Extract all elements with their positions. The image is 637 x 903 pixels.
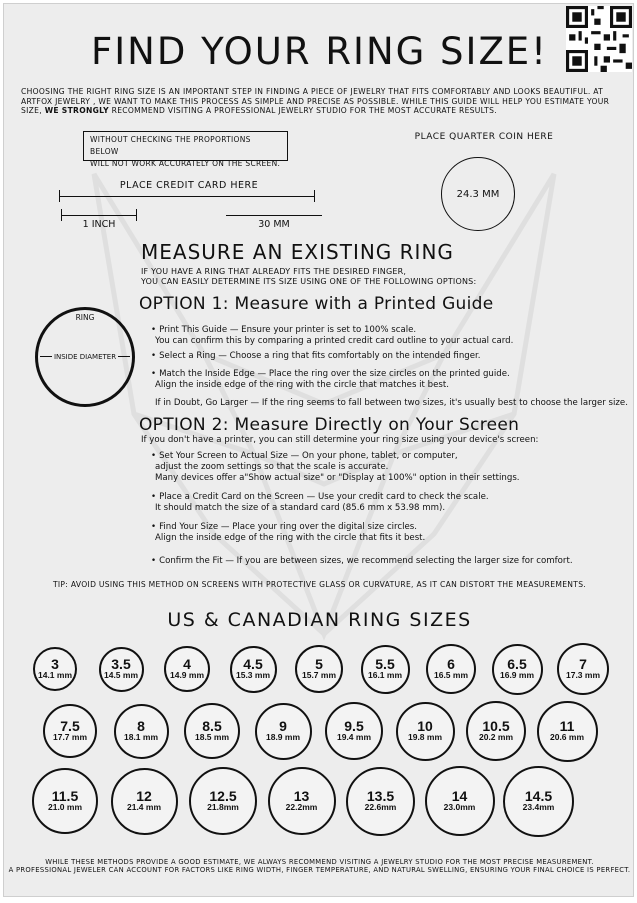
size-circle	[255, 703, 312, 760]
size-circle	[32, 768, 98, 834]
mm-scale-line	[226, 215, 322, 216]
warning-line-2: WILL NOT WORK ACCURATELY ON THE SCREEN.	[90, 159, 281, 168]
size-number: 12	[136, 788, 152, 804]
size-diameter: 15.7 mm	[301, 670, 337, 680]
intro-emphasis: WE STRONGLY	[44, 106, 109, 116]
size-number: 7.5	[60, 718, 80, 734]
size-number: 7	[579, 656, 587, 672]
intro-part1: CHOOSING THE RIGHT RING SIZE IS AN IMPORTANT STEP IN FINDING A PIECE OF JEWELRY THAT FITS COMFORTABLY AND LOOKS BEAUTIFUL. AT ARTFOX JEWELRY , WE WANT TO MAKE THIS PROCESS AS SIMPLE AND PRECISE AS POSSIBLE. WHILE THIS GUIDE WILL HELP YOU ESTIMATE YOUR SIZE,	[21, 87, 610, 116]
size-circle	[43, 704, 97, 758]
measure-subtitle	[141, 267, 476, 286]
fox-watermark-icon	[54, 154, 594, 674]
size-number: 6	[447, 656, 455, 672]
size-diameter: 16.9 mm	[499, 670, 535, 680]
option2-b3-line2: Align the inside edge of the ring with the circle that fits it best.	[155, 533, 426, 543]
size-number: 4	[183, 656, 191, 672]
size-diameter: 18.9 mm	[265, 732, 301, 742]
size-number: 5	[315, 656, 323, 672]
size-diameter: 15.3 mm	[235, 670, 271, 680]
intro-text	[21, 87, 621, 116]
option2-b3-line1: • Find Your Size — Place your ring over the digital size circles.	[151, 522, 425, 533]
ring-label: RING	[75, 313, 95, 322]
size-number: 8	[137, 718, 145, 734]
size-number: 4.5	[243, 656, 263, 672]
size-circle	[361, 645, 410, 694]
size-diameter: 17.7 mm	[52, 732, 88, 742]
measure-heading: MEASURE AN EXISTING RING	[141, 240, 454, 264]
size-diameter: 20.2 mm	[478, 732, 514, 742]
size-diameter: 16.1 mm	[367, 670, 403, 680]
credit-card-label: PLACE CREDIT CARD HERE	[119, 180, 259, 191]
size-number: 11	[559, 718, 575, 734]
size-circle	[537, 701, 598, 762]
size-diameter: 19.8 mm	[407, 732, 443, 742]
inside-diameter-text: INSIDE DIAMETER	[53, 353, 117, 361]
size-circle	[99, 647, 144, 692]
quarter-coin-circle	[441, 157, 515, 231]
qr-code-icon[interactable]	[566, 6, 632, 72]
option2-b1-line2: adjust the zoom settings so that the scale is accurate.	[155, 462, 389, 472]
size-diameter: 14.1 mm	[37, 670, 73, 680]
size-diameter: 18.5 mm	[194, 732, 230, 742]
size-number: 14	[451, 788, 468, 804]
size-circle	[492, 644, 543, 695]
size-circle	[295, 645, 343, 693]
measure-sub-line-2: YOU CAN EASILY DETERMINE ITS SIZE USING ONE OF THE FOLLOWING OPTIONS:	[141, 276, 477, 286]
option1-bullet-2: • Select a Ring — Choose a ring that fits comfortably on the intended finger.	[151, 351, 481, 362]
sizes-heading: US & CANADIAN RING SIZES	[167, 609, 472, 631]
size-number: 3.5	[111, 656, 131, 672]
option1-b3-line2: Align the inside edge of the ring with the circle that matches it best.	[155, 380, 449, 390]
footer-text	[4, 858, 634, 875]
size-diameter: 17.3 mm	[565, 670, 601, 680]
size-circle	[396, 702, 455, 761]
footer-line-2: A PROFESSIONAL JEWELER CAN ACCOUNT FOR FACTORS LIKE RING WIDTH, FINGER TEMPERATURE, AND NATURAL SWELLING, ENSURING YOUR FINAL CHOICE IS PERFECT.	[8, 866, 631, 875]
size-diameter: 23.4mm	[522, 802, 555, 812]
option2-b2-line1: • Place a Credit Card on the Screen — Use your credit card to check the scale.	[151, 492, 489, 503]
size-circle	[184, 703, 240, 759]
size-circle	[164, 646, 210, 692]
option2-title: OPTION 2: Measure Directly on Your Screen	[139, 415, 520, 435]
size-circle	[557, 643, 609, 695]
credit-card-line	[59, 196, 315, 197]
option2-bullet-4: • Confirm the Fit — If you are between sizes, we recommend selecting the larger size for comfort.	[151, 556, 573, 567]
size-diameter: 14.5 mm	[103, 670, 139, 680]
size-diameter: 22.6mm	[364, 802, 397, 812]
warning-line-1: WITHOUT CHECKING THE PROPORTIONS BELOW	[90, 135, 251, 156]
coin-label: PLACE QUARTER COIN HERE	[414, 132, 554, 142]
coin-size: 24.3 MM	[456, 188, 500, 200]
option2-b1-line1: • Set Your Screen to Actual Size — On your phone, tablet, or computer,	[151, 451, 520, 462]
size-diameter: 14.9 mm	[169, 670, 205, 680]
mm-label: 30 MM	[258, 219, 290, 230]
option2-b2-line2: It should match the size of a standard card (85.6 mm x 53.98 mm).	[155, 503, 446, 513]
size-diameter: 21.0 mm	[47, 802, 83, 812]
size-number: 8.5	[202, 718, 222, 734]
size-diameter: 18.1 mm	[123, 732, 159, 742]
option1-bullet-3	[151, 369, 510, 391]
option1-b1-line1: • Print This Guide — Ensure your printer is set to 100% scale.	[151, 325, 513, 336]
proportion-warning-box	[83, 131, 288, 168]
size-circle	[425, 766, 495, 836]
size-diameter: 23.0mm	[443, 802, 476, 812]
size-circle	[111, 768, 178, 835]
size-number: 10	[417, 718, 433, 734]
size-circle	[466, 701, 526, 761]
page-title: FIND YOUR RING SIZE!	[90, 30, 549, 73]
option1-b1-line2: You can confirm this by comparing a printed credit card outline to your actual card.	[155, 336, 514, 346]
size-number: 3	[51, 656, 59, 672]
size-circle	[268, 767, 336, 835]
option2-intro: If you don't have a printer, you can still determine your ring size using your device's screen:	[141, 435, 539, 445]
size-diameter: 16.5 mm	[433, 670, 469, 680]
size-number: 13	[293, 788, 310, 804]
size-number: 14.5	[524, 788, 553, 804]
size-diameter: 21.8mm	[207, 802, 239, 812]
size-circle	[33, 647, 77, 691]
size-diameter: 21.4 mm	[126, 802, 162, 812]
size-number: 10.5	[482, 718, 510, 734]
option1-bullet-1	[151, 325, 513, 347]
size-circle	[230, 646, 277, 693]
option2-bullet-2	[151, 492, 489, 514]
size-circle	[189, 767, 257, 835]
option1-title: OPTION 1: Measure with a Printed Guide	[139, 294, 494, 314]
card-line-right-tick	[314, 190, 315, 202]
size-number: 5.5	[375, 656, 395, 672]
option2-bullet-1	[151, 451, 520, 484]
option1-bullet-4: If in Doubt, Go Larger — If the ring seems to fall between two sizes, it's usually best to choose the larger size.	[155, 398, 628, 408]
size-diameter: 20.6 mm	[549, 732, 585, 742]
size-circle	[325, 702, 383, 760]
card-line-left-tick	[59, 190, 60, 202]
size-number: 11.5	[51, 788, 79, 804]
size-number: 13.5	[366, 788, 395, 804]
inch-scale-line	[61, 215, 137, 216]
option1-b3-line1: • Match the Inside Edge — Place the ring over the size circles on the printed guide.	[151, 369, 510, 380]
size-diameter: 22.2mm	[285, 802, 318, 812]
footer-line-1: WHILE THESE METHODS PROVIDE A GOOD ESTIMATE, WE ALWAYS RECOMMEND VISITING A JEWELRY STUDIO FOR THE MOST PRECISE MEASUREMENT.	[45, 858, 594, 866]
size-circle	[114, 704, 169, 759]
ring-size-guide-page	[3, 3, 634, 897]
measure-sub-line-1: IF YOU HAVE A RING THAT ALREADY FITS THE DESIRED FINGER,	[141, 267, 407, 276]
size-number: 9.5	[344, 718, 364, 734]
inch-label: 1 INCH	[82, 219, 116, 230]
tip-text: TIP: AVOID USING THIS METHOD ON SCREENS WITH PROTECTIVE GLASS OR CURVATURE, AS IT CAN DISTORT THE MEASUREMENTS.	[52, 580, 587, 589]
size-circle	[426, 644, 476, 694]
size-circle	[346, 767, 415, 836]
intro-part2: RECOMMEND VISITING A PROFESSIONAL JEWELRY STUDIO FOR THE MOST ACCURATE RESULTS.	[111, 106, 497, 116]
size-circle	[503, 766, 574, 837]
size-number: 9	[279, 718, 287, 734]
size-number: 6.5	[507, 656, 527, 672]
inside-diameter-label	[35, 353, 135, 361]
size-number: 12.5	[209, 788, 237, 804]
option2-b1-line3: Many devices offer a"Show actual size" or "Display at 100%" option in their settings.	[155, 473, 520, 483]
size-diameter: 19.4 mm	[336, 732, 372, 742]
option2-bullet-3	[151, 522, 425, 544]
